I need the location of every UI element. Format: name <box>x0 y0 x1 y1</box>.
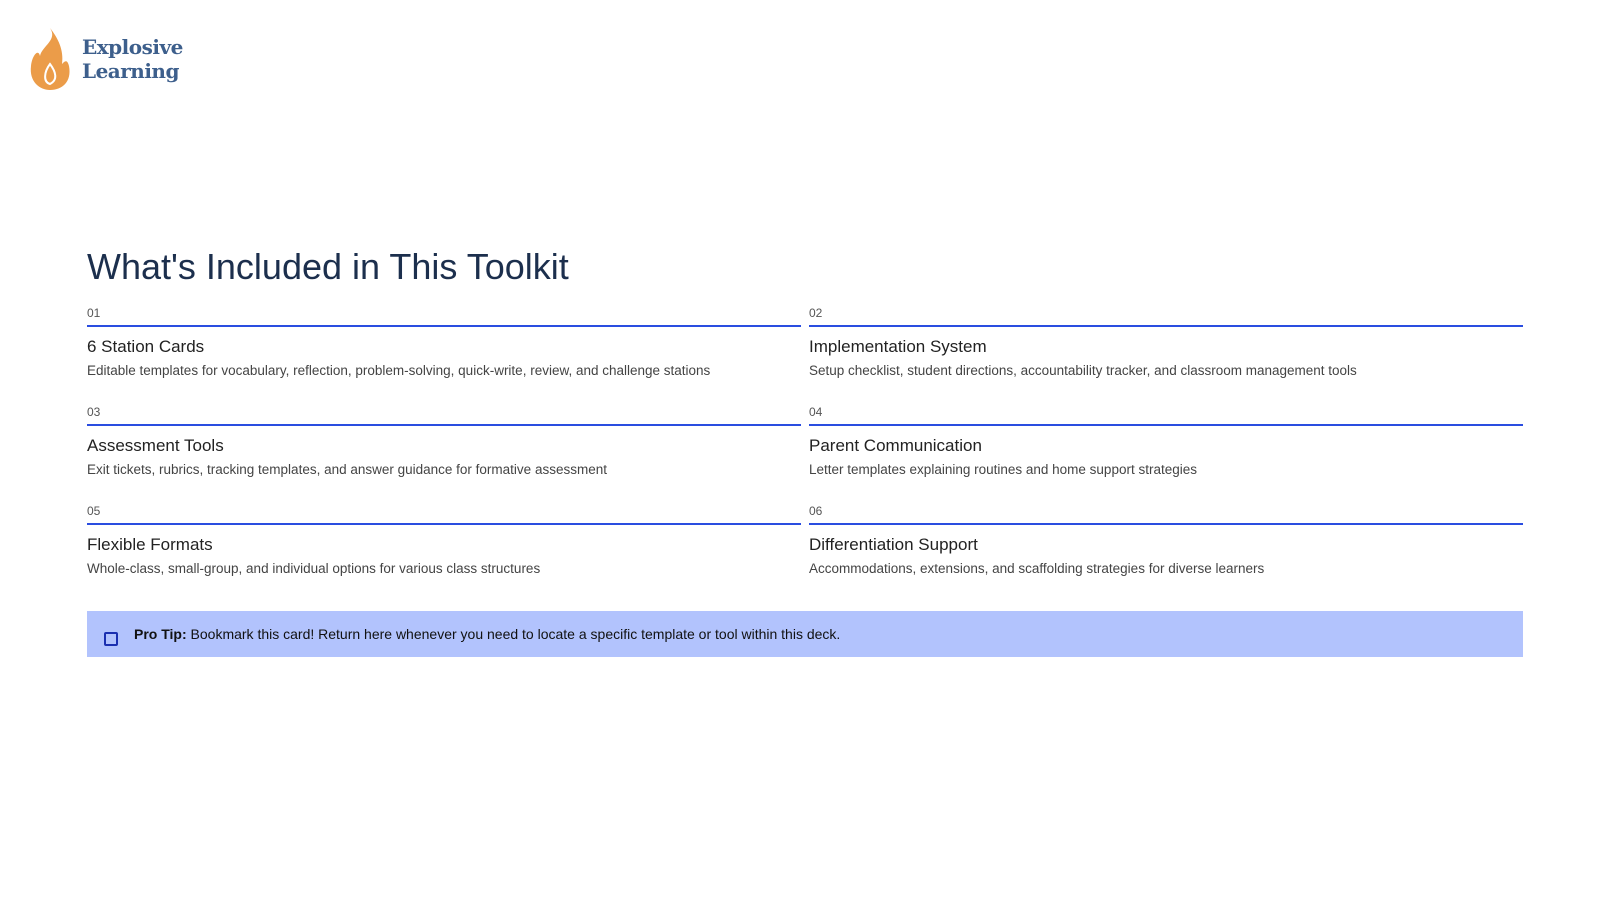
toolkit-item <box>809 503 1523 602</box>
item-desc: Accommodations, extensions, and scaffolding strategies for diverse learners <box>809 561 1265 576</box>
brand-line1: Explosive <box>82 35 183 59</box>
item-desc: Setup checklist, student directions, accountability tracker, and classroom management tools <box>809 363 1357 378</box>
item-number: 01 <box>87 305 801 327</box>
page-title: What's Included in This Toolkit <box>87 246 569 287</box>
item-number: 06 <box>809 503 1523 525</box>
toolkit-grid <box>87 305 1523 602</box>
item-number: 04 <box>809 404 1523 426</box>
item-title: Implementation System <box>809 337 987 356</box>
item-desc: Editable templates for vocabulary, reflection, problem-solving, quick-write, review, and challenge stations <box>87 363 711 378</box>
item-desc: Exit tickets, rubrics, tracking templates, and answer guidance for formative assessment <box>87 462 607 477</box>
item-number: 03 <box>87 404 801 426</box>
toolkit-item <box>809 404 1523 503</box>
tip-text: Bookmark this card! Return here whenever you need to locate a specific template or tool within this deck. <box>186 626 841 642</box>
item-number: 05 <box>87 503 801 525</box>
pro-tip-banner <box>87 611 1523 657</box>
item-title: Assessment Tools <box>87 436 224 455</box>
toolkit-item <box>809 305 1523 404</box>
toolkit-item <box>87 503 801 602</box>
item-title: 6 Station Cards <box>87 337 205 356</box>
tip-label: Pro Tip: <box>134 626 187 642</box>
toolkit-item <box>87 404 801 503</box>
toolkit-item <box>87 305 801 404</box>
brand-line2: Learning <box>82 59 179 83</box>
item-title: Flexible Formats <box>87 535 213 554</box>
item-title: Differentiation Support <box>809 535 978 554</box>
sticky-note-icon <box>104 632 118 646</box>
item-desc: Letter templates explaining routines and home support strategies <box>809 462 1197 477</box>
brand-logo <box>28 26 183 92</box>
flame-icon <box>28 26 72 92</box>
item-title: Parent Communication <box>809 436 982 455</box>
item-desc: Whole-class, small-group, and individual options for various class structures <box>87 561 541 576</box>
item-number: 02 <box>809 305 1523 327</box>
